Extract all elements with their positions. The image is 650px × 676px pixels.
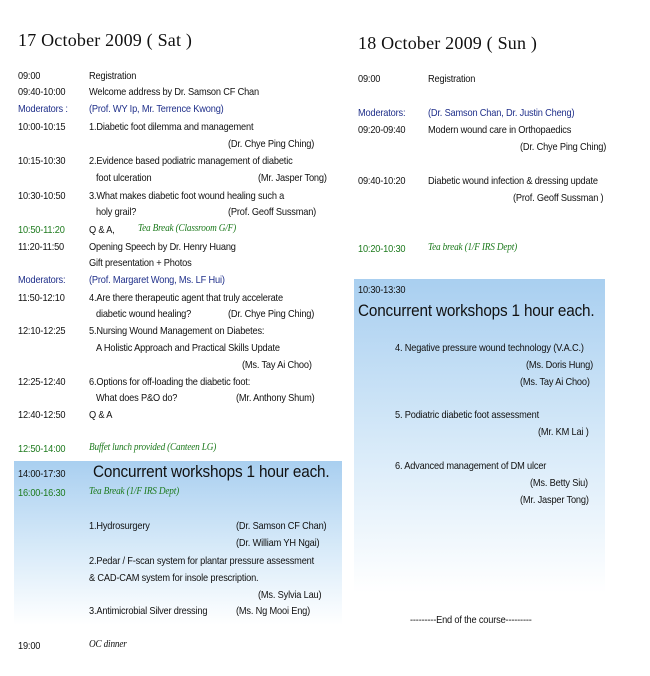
sat-opening-time: 11:20-11:50 — [18, 241, 65, 253]
sun-moderators-label: Moderators: — [358, 107, 406, 119]
sat-workshop2-title-2: & CAD-CAM system for insole prescription. — [89, 572, 259, 584]
sun-workshop5-speaker: (Mr. KM Lai ) — [538, 426, 589, 438]
sat-tea1-label: Tea Break (Classroom G/F) — [138, 223, 237, 234]
sat-lunch-time: 12:50-14:00 — [18, 443, 66, 455]
sat-workshop3-speaker: (Ms. Ng Mooi Eng) — [236, 605, 311, 617]
sun-workshop4-speaker-1: (Ms. Doris Hung) — [526, 359, 594, 371]
sat-qa1-time: 10:50-11:20 — [18, 224, 65, 236]
sat-talk3-time: 10:30-10:50 — [18, 190, 66, 202]
sat-talk6-title-2: What does P&O do? — [96, 392, 178, 404]
sun-workshop6-title: 6. Advanced management of DM ulcer — [395, 460, 547, 472]
sat-talk2-title-2: foot ulceration — [96, 172, 152, 184]
sat-workshop2-title-1: 2.Pedar / F-scan system for plantar pressure assessment — [89, 555, 315, 567]
sat-reg-label: Registration — [89, 70, 137, 82]
sun-tea-label: Tea break (1/F IRS Dept) — [428, 242, 518, 253]
sat-talk3-title-2: holy grail? — [96, 206, 137, 218]
sun-heading: 18 October 2009 ( Sun ) — [358, 33, 538, 53]
sat-tea2-label: Tea Break (1/F IRS Dept) — [89, 486, 180, 497]
sat-workshop1-speaker-2: (Dr. William YH Ngai) — [236, 537, 320, 549]
sat-welcome-label: Welcome address by Dr. Samson CF Chan — [89, 86, 259, 98]
sun-workshop-time: 10:30-13:30 — [358, 284, 406, 296]
sat-talk6-time: 12:25-12:40 — [18, 376, 66, 388]
sun-session2-speaker: (Prof. Geoff Sussman ) — [513, 192, 604, 204]
sun-reg-time: 09:00 — [358, 73, 381, 85]
sun-workshop5-title: 5. Podiatric diabetic foot assessment — [395, 409, 539, 421]
sat-talk6-speaker: (Mr. Anthony Shum) — [236, 392, 315, 404]
sat-talk4-title-2: diabetic wound healing? — [96, 308, 192, 320]
sat-opening-label-2: Gift presentation + Photos — [89, 257, 192, 269]
sun-moderators-names: (Dr. Samson Chan, Dr. Justin Cheng) — [428, 107, 575, 119]
sat-talk5-title-2: A Holistic Approach and Practical Skills Update — [96, 342, 280, 354]
sat-qa2-time: 12:40-12:50 — [18, 409, 66, 421]
sat-moderators-names: (Prof. WY Ip, Mr. Terrence Kwong) — [89, 103, 224, 115]
sat-moderators2-names: (Prof. Margaret Wong, Ms. LF Hui) — [89, 274, 225, 286]
sat-moderators2-label: Moderators: — [18, 274, 66, 286]
sun-workshop4-title: 4. Negative pressure wound technology (V.A.C.) — [395, 342, 584, 354]
sat-workshop2-speaker: (Ms. Sylvia Lau) — [258, 589, 322, 601]
sat-qa2-label: Q & A — [89, 409, 113, 421]
sun-session2-time: 09:40-10:20 — [358, 175, 406, 187]
sun-workshop-heading: Concurrent workshops 1 hour each. — [358, 301, 595, 320]
sat-dinner-time: 19:00 — [18, 640, 41, 652]
sat-workshop1-title: 1.Hydrosurgery — [89, 520, 150, 532]
sun-reg-label: Registration — [428, 73, 476, 85]
sat-talk1-title: 1.Diabetic foot dilemma and management — [89, 121, 254, 133]
sat-dinner-label: OC dinner — [89, 639, 127, 650]
sat-workshop1-speaker-1: (Dr. Samson CF Chan) — [236, 520, 327, 532]
sat-talk5-speaker: (Ms. Tay Ai Choo) — [242, 359, 312, 371]
sun-workshop6-speaker-1: (Ms. Betty Siu) — [530, 477, 588, 489]
sat-talk6-title-1: 6.Options for off-loading the diabetic foot: — [89, 376, 251, 388]
sat-talk4-title-1: 4.Are there therapeutic agent that truly accelerate — [89, 292, 283, 304]
sat-talk1-time: 10:00-10:15 — [18, 121, 66, 133]
sat-talk2-speaker: (Mr. Jasper Tong) — [258, 172, 327, 184]
sat-talk1-speaker: (Dr. Chye Ping Ching) — [228, 138, 315, 150]
sat-talk5-title-1: 5.Nursing Wound Management on Diabetes: — [89, 325, 265, 337]
sat-heading: 17 October 2009 ( Sat ) — [18, 30, 193, 50]
sun-tea-time: 10:20-10:30 — [358, 243, 406, 255]
sat-talk4-time: 11:50-12:10 — [18, 292, 65, 304]
sat-qa1-label: Q & A, — [89, 224, 115, 236]
sat-workshop-heading: Concurrent workshops 1 hour each. — [93, 462, 330, 481]
sat-workshop-time: 14:00-17:30 — [18, 468, 66, 480]
sat-opening-label-1: Opening Speech by Dr. Henry Huang — [89, 241, 236, 253]
sun-workshop6-speaker-2: (Mr. Jasper Tong) — [520, 494, 589, 506]
sun-session1-time: 09:20-09:40 — [358, 124, 406, 136]
sat-talk4-speaker: (Dr. Chye Ping Ching) — [228, 308, 315, 320]
sat-lunch-label: Buffet lunch provided (Canteen LG) — [89, 442, 217, 453]
sat-reg-time: 09:00 — [18, 70, 41, 82]
sat-tea2-time: 16:00-16:30 — [18, 487, 66, 499]
sun-workshop4-speaker-2: (Ms. Tay Ai Choo) — [520, 376, 590, 388]
sat-talk3-title-1: 3.What makes diabetic foot wound healing such a — [89, 190, 285, 202]
sun-session1-speaker: (Dr. Chye Ping Ching) — [520, 141, 607, 153]
sat-talk5-time: 12:10-12:25 — [18, 325, 66, 337]
sat-workshop3-title: 3.Antimicrobial Silver dressing — [89, 605, 208, 617]
sun-session1-title: Modern wound care in Orthopaedics — [428, 124, 572, 136]
sat-welcome-time: 09:40-10:00 — [18, 86, 66, 98]
sun-session2-title: Diabetic wound infection & dressing update — [428, 175, 598, 187]
sat-talk2-time: 10:15-10:30 — [18, 155, 66, 167]
sun-end-label: ---------End of the course--------- — [410, 614, 532, 626]
sat-talk3-speaker: (Prof. Geoff Sussman) — [228, 206, 317, 218]
sat-moderators-label: Moderators : — [18, 103, 68, 115]
sat-talk2-title-1: 2.Evidence based podiatric management of diabetic — [89, 155, 293, 167]
